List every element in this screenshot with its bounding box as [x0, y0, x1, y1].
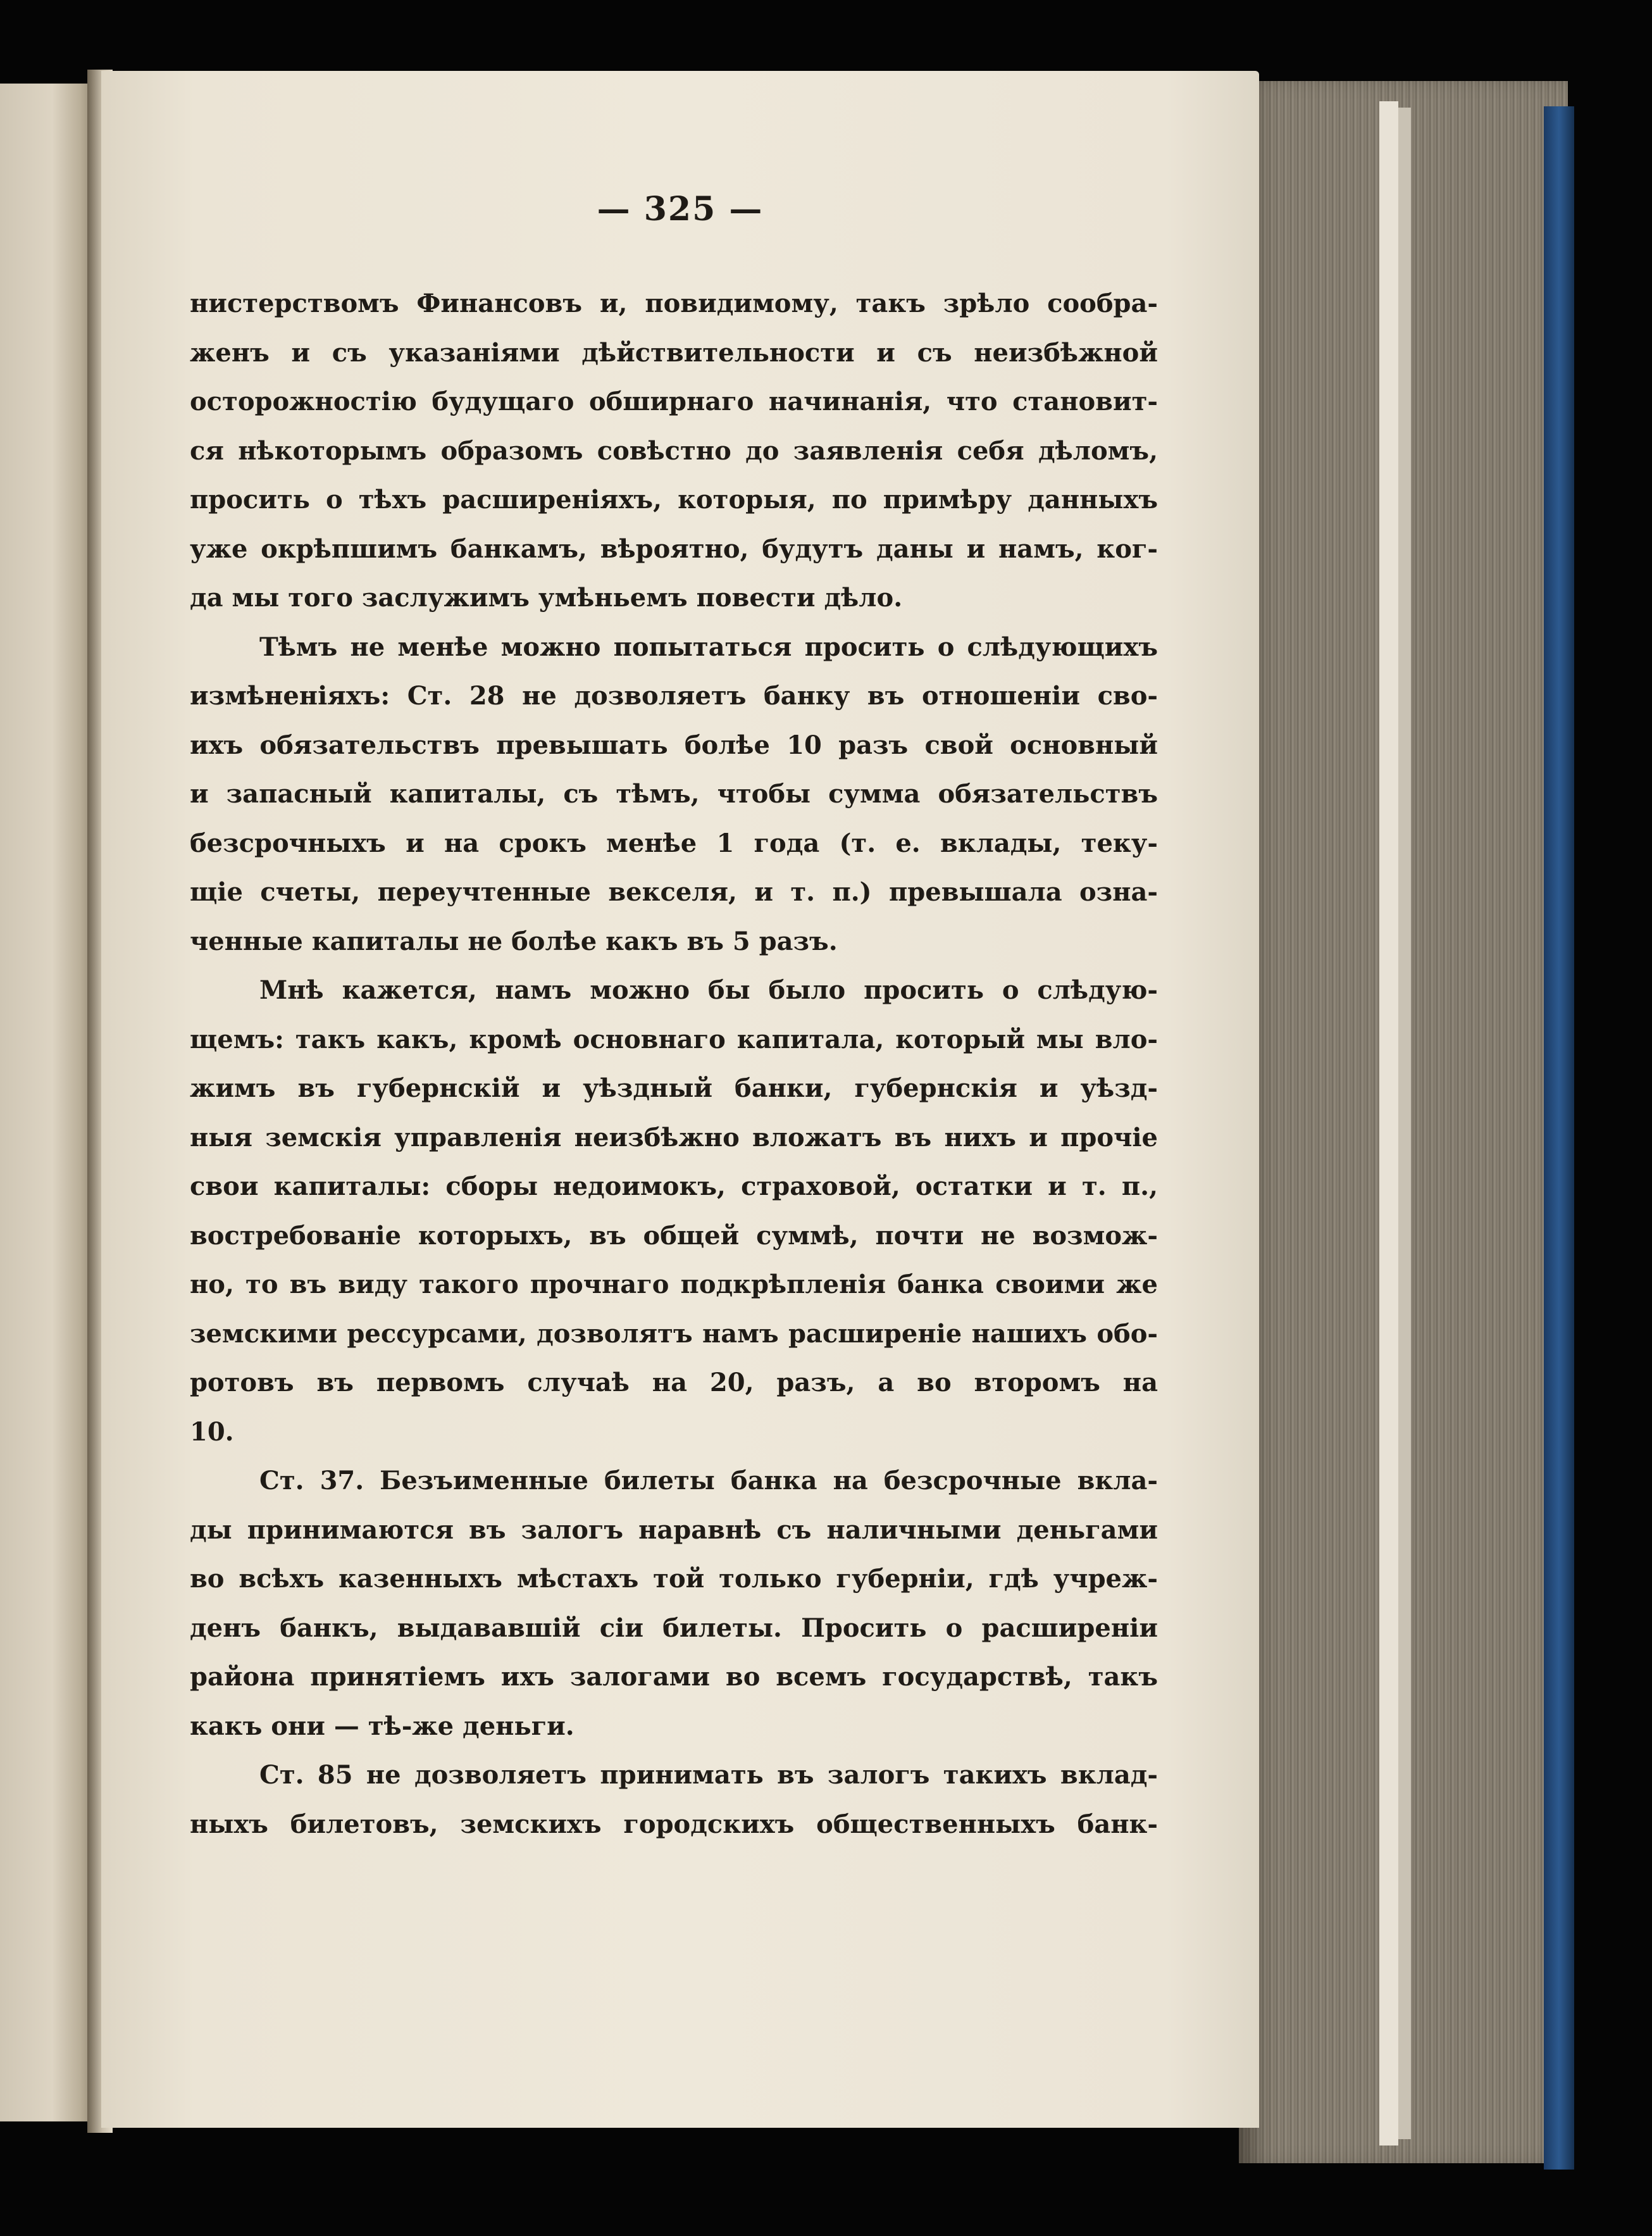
text-lines: [190, 279, 1158, 1849]
text-line: осторожностію будущаго обширнаго начинанія, что становит-: [190, 387, 1158, 416]
text-line: просить о тѣхъ расширеніяхъ, которыя, по примѣру данныхъ: [190, 485, 1158, 515]
page-stack-light-strip: [1379, 101, 1398, 2145]
text-line: свои капиталы: сборы недоимокъ, страховой, остатки и т. п.,: [190, 1171, 1158, 1201]
text-line: Мнѣ кажется, намъ можно бы было просить о слѣдую-: [259, 975, 1158, 1005]
text-line: да мы того заслужимъ умѣньемъ повести дѣло.: [190, 583, 903, 613]
text-line: щемъ: такъ какъ, кромѣ основнаго капитала, который мы вло-: [190, 1024, 1158, 1054]
text-line: щіе счеты, переучтенные векселя, и т. п.) превышала озна-: [190, 877, 1158, 907]
text-line: женъ и съ указаніями дѣйствительности и съ неизбѣжной: [190, 337, 1158, 368]
text-line: безсрочныхъ и на срокъ менѣе 1 года (т. е. вклады, теку-: [190, 828, 1158, 858]
page-number: — 325 —: [597, 190, 764, 228]
text-line: района принятіемъ ихъ залогами во всемъ государствѣ, такъ: [190, 1662, 1158, 1692]
page-text-block: [190, 190, 1158, 1849]
text-line: уже окрѣпшимъ банкамъ, вѣроятно, будутъ даны и намъ, ког-: [190, 534, 1158, 564]
text-line: денъ банкъ, выдававшій сіи билеты. Просить о расширеніи: [190, 1613, 1158, 1643]
text-line: Ст. 37. Безъименные билеты банка на безсрочные вкла-: [259, 1466, 1158, 1496]
text-line: ныхъ билетовъ, земскихъ городскихъ общественныхъ банк-: [190, 1809, 1158, 1839]
text-line: ихъ обязательствъ превышать болѣе 10 разъ свой основный: [190, 730, 1158, 760]
previous-page-edge: [0, 84, 95, 2121]
text-line: и запасный капиталы, съ тѣмъ, чтобы сумма обязательствъ: [190, 779, 1158, 809]
book-cover-edge: [1544, 106, 1574, 2170]
text-line: ся нѣкоторымъ образомъ совѣстно до заявленія себя дѣломъ,: [190, 435, 1158, 466]
text-line: но, то въ виду такого прочнаго подкрѣпленія банка своими же: [190, 1270, 1158, 1299]
text-line: Тѣмъ не менѣе можно попытаться просить о слѣдующихъ: [259, 632, 1158, 662]
text-line: ченные капиталы не болѣе какъ въ 5 разъ.: [190, 926, 838, 956]
text-line: нистерствомъ Финансовъ и, повидимому, такъ зрѣло сообра-: [190, 289, 1158, 318]
text-line: 10.: [190, 1416, 234, 1447]
page-stack-shade-strip: [1398, 108, 1411, 2139]
text-line: Ст. 85 не дозволяетъ принимать въ залогъ такихъ вклад-: [259, 1760, 1158, 1790]
text-line: во всѣхъ казенныхъ мѣстахъ той только губерніи, гдѣ учреж-: [190, 1564, 1158, 1594]
text-line: востребованіе которыхъ, въ общей суммѣ, почти не возмож-: [190, 1220, 1158, 1251]
text-line: ныя земскія управленія неизбѣжно вложатъ въ нихъ и прочіе: [190, 1122, 1158, 1152]
text-line: земскими рессурсами, дозволятъ намъ расширеніе нашихъ обо-: [190, 1318, 1158, 1349]
text-line: какъ они — тѣ-же деньги.: [190, 1711, 574, 1741]
text-line: ды принимаются въ залогъ наравнѣ съ наличными деньгами: [190, 1515, 1158, 1545]
text-line: жимъ въ губернскій и уѣздный банки, губернскія и уѣзд-: [190, 1073, 1158, 1103]
text-line: ротовъ въ первомъ случаѣ на 20, разъ, а во второмъ на: [190, 1368, 1158, 1397]
text-line: измѣненіяхъ: Ст. 28 не дозволяетъ банку въ отношеніи сво-: [190, 681, 1158, 711]
